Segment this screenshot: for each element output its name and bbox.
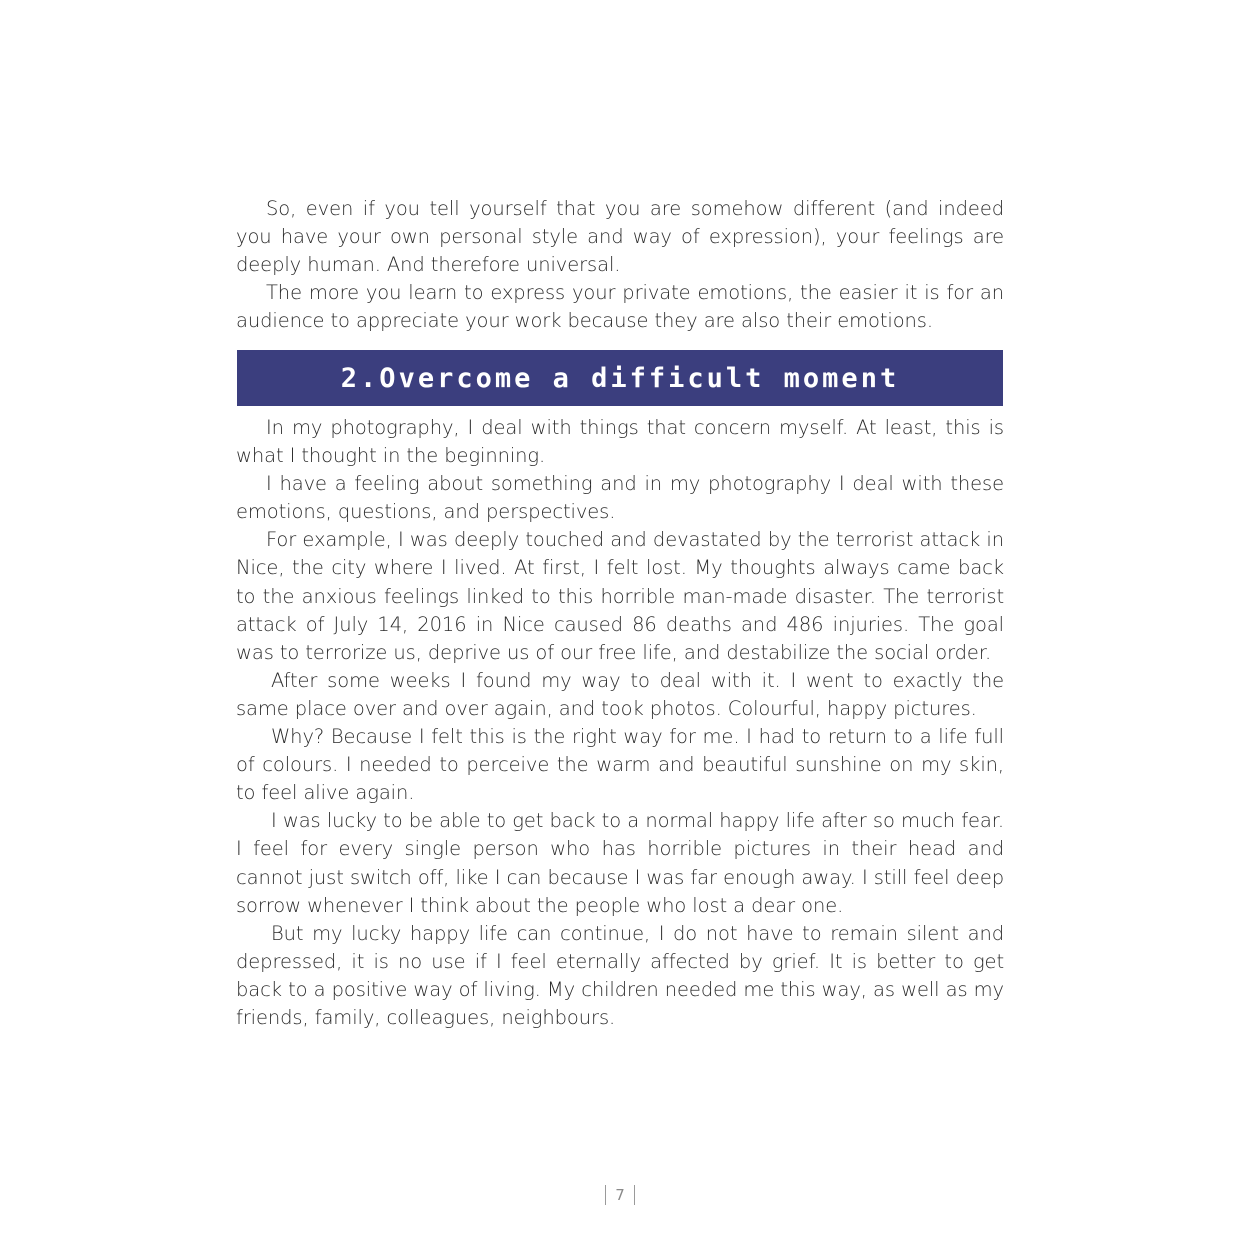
paragraph: After some weeks I found my way to deal with it. I went to exactly the same place over and over again, and took photos. Colourful, happy pictures.	[236, 668, 1004, 720]
section-body	[236, 414, 1004, 1032]
paragraph: I have a feeling about something and in my photography I deal with these emotions, questions, and perspectives.	[236, 472, 1004, 524]
paragraph: Why? Because I felt this is the right way for me. I had to return to a life full of colours. I needed to perceive the warm and beautiful sunshine on my skin, to feel alive again.	[236, 725, 1004, 805]
section-heading: 2.Overcome a difficult moment	[340, 362, 900, 394]
page-number-value: 7	[615, 1186, 625, 1204]
paragraph: For example, I was deeply touched and devastated by the terrorist attack in Nice, the city where I lived. At first, I felt lost. My thoughts always came back to the anxious feelings linked to this horrible man-made disaster. The terrorist attack of July 14, 2016 in Nice caused 86 deaths and 486 injuries. The goal was to terrorize us, deprive us of our free life, and destabilize the social order.	[236, 528, 1004, 664]
paragraph: I was lucky to be able to get back to a normal happy life after so much fear. I feel for every single person who has horrible pictures in their head and cannot just switch off, like I can because I was far enough away. I still feel deep sorrow whenever I think about the people who lost a dear one.	[236, 809, 1004, 917]
divider	[605, 1185, 606, 1205]
paragraph: In my photography, I deal with things that concern myself. At least, this is what I thought in the beginning.	[236, 416, 1004, 468]
paragraph: But my lucky happy life can continue, I do not have to remain silent and depressed, it is no use if I feel eternally affected by grief. It is better to get back to a positive way of living. My children needed me this way, as well as my friends, family, colleagues, neighbours.	[236, 921, 1004, 1029]
intro-text	[236, 195, 1004, 335]
paragraph: So, even if you tell yourself that you are somehow different (and indeed you have your own personal style and way of expression), your feelings are deeply human. And therefore universal.	[236, 197, 1004, 277]
paragraph: The more you learn to express your private emotions, the easier it is for an audience to appreciate your work because they are also their emotions.	[236, 281, 1004, 333]
divider	[634, 1185, 635, 1205]
section-heading-bar	[237, 350, 1003, 406]
page-number	[0, 1185, 1240, 1205]
